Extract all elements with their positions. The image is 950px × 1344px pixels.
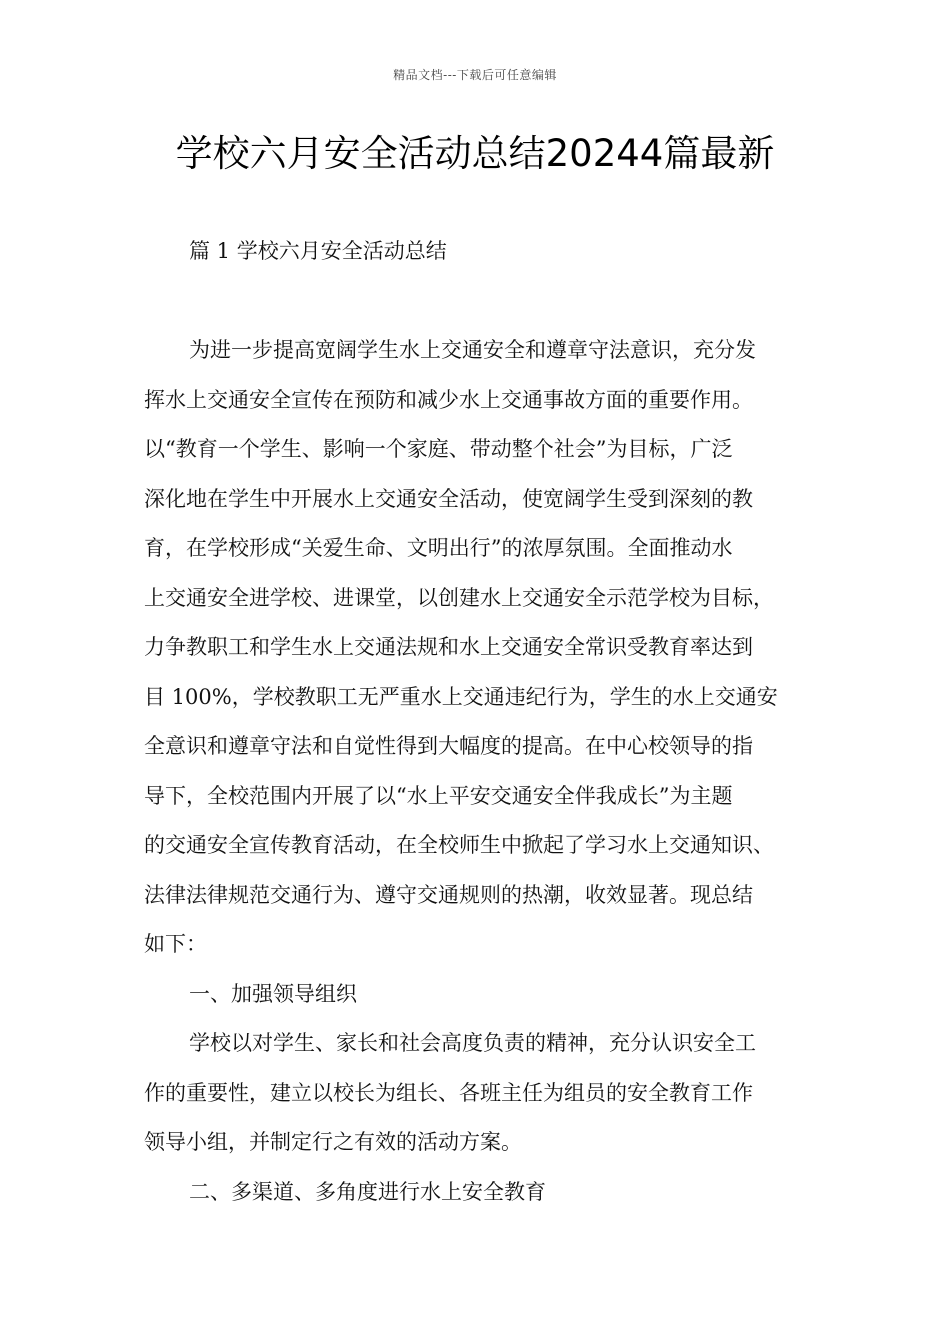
paragraph-line: 挥水上交通安全宣传在预防和减少水上交通事故方面的重要作用。 [144,387,753,412]
paragraph-line: 以“教育一个学生、影响一个家庭、带动整个社会”为目标，广泛 [144,437,733,461]
article-subheading: 篇 1 学校六月安全活动总结 [189,239,447,263]
paragraph-line: 法律法律规范交通行为、遵守交通规则的热潮，收效显著。现总结 [144,882,753,907]
paragraph-line: 导下，全校范围内开展了以“水上平安交通安全伴我成长”为主题 [144,783,733,808]
header-note: 精品文档---下载后可任意编辑 [393,68,557,82]
document-title: 学校六月安全活动总结20244篇最新 [175,132,775,175]
paragraph-intro [144,326,824,1217]
paragraph-line: 领导小组，并制定行之有效的活动方案。 [144,1130,522,1154]
paragraph-line: 育，在学校形成“关爱生命、文明出行”的浓厚氛围。全面推动水 [144,536,733,560]
paragraph-line: 为进一步提高宽阔学生水上交通安全和遵章守法意识，充分发 [189,338,756,362]
paragraph-line: 如下： [144,932,207,956]
section-heading-2: 二、多渠道、多角度进行水上安全教育 [189,1179,546,1204]
paragraph-line: 的交通安全宣传教育活动，在全校师生中掀起了学习水上交通知识、 [144,833,774,857]
paragraph-line: 作的重要性，建立以校长为组长、各班主任为组员的安全教育工作 [144,1080,753,1105]
section-heading-1: 一、加强领导组织 [189,981,357,1006]
paragraph-line: 全意识和遵章守法和自觉性得到大幅度的提高。在中心校领导的指 [144,734,753,758]
paragraph-line: 深化地在学生中开展水上交通安全活动，使宽阔学生受到深刻的教 [144,486,753,511]
paragraph-line: 上交通安全进学校、进课堂，以创建水上交通安全示范学校为目标， [144,585,774,610]
paragraph-line: 目 100%，学校教职工无严重水上交通违纪行为，学生的水上交通安 [144,684,778,709]
paragraph-line: 力争教职工和学生水上交通法规和水上交通安全常识受教育率达到 [144,635,753,659]
paragraph-line: 学校以对学生、家长和社会高度负责的精神，充分认识安全工 [189,1031,756,1055]
